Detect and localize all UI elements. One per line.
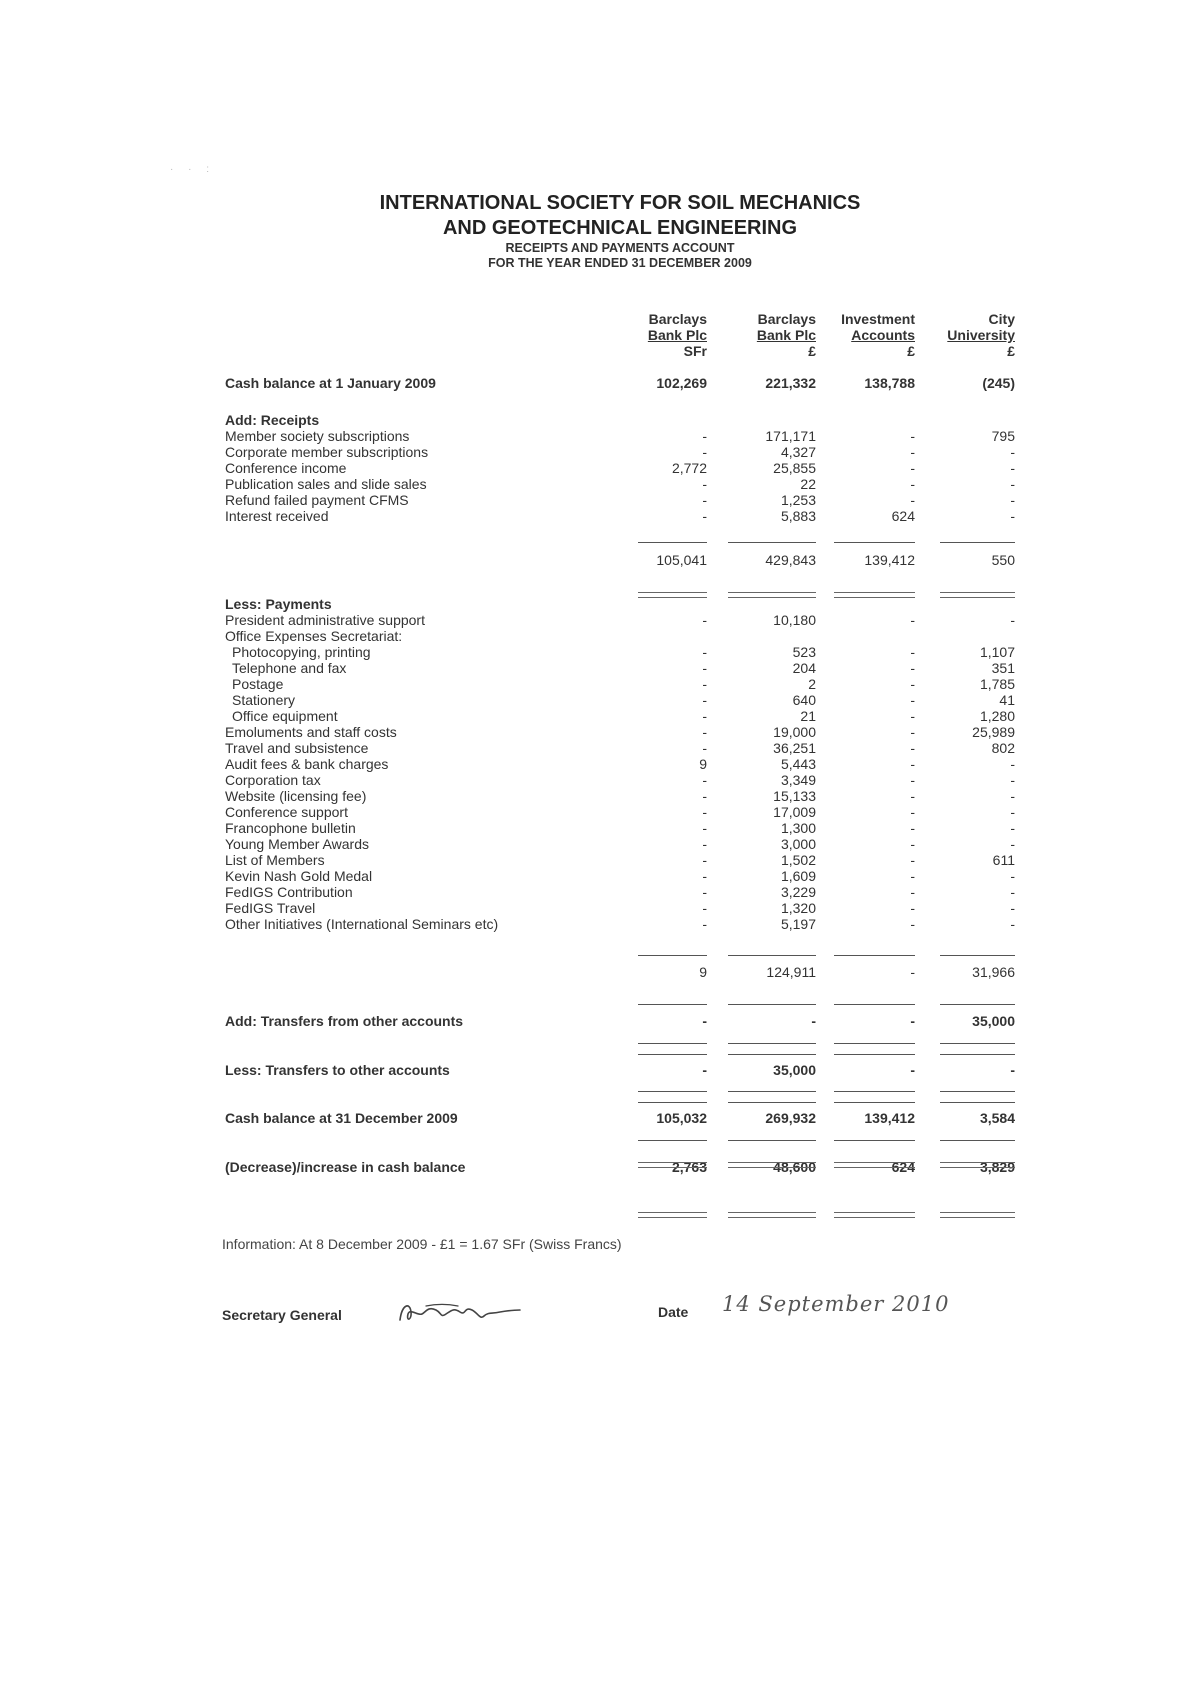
row-value-col3: - [910,1062,915,1078]
double-rule [834,592,915,598]
column-header-city-university: City University £ [947,311,1015,359]
row-label: Interest received [225,508,329,524]
double-rule [834,1212,915,1218]
row-value-col1: - [702,444,707,460]
total-rule [940,1043,1015,1044]
column-header-investment-accounts: Investment Accounts £ [841,311,915,359]
row-value-col2: 15,133 [773,788,816,804]
total-rule [638,955,707,956]
row-value-col3: - [910,644,915,660]
double-rule [728,1162,816,1168]
row-receipts-subtotal [0,552,1197,569]
row-value-col3: - [910,852,915,868]
double-rule [728,592,816,598]
total-rule [834,1102,915,1103]
row-payment [0,660,1197,677]
row-value-col2: 1,253 [780,492,816,508]
row-value-col4: (245) [982,375,1015,391]
row-value-col3: - [910,444,915,460]
row-value-col1: - [702,476,707,492]
page-subtitle-line1: RECEIPTS AND PAYMENTS ACCOUNT [505,241,735,255]
signature-image [396,1294,526,1330]
row-value-col1: 9 [699,964,707,980]
total-rule [940,955,1015,956]
total-rule [834,542,915,543]
row-payment [0,676,1197,693]
row-label: President administrative support [225,612,425,628]
row-value-col4: - [1010,1062,1015,1078]
total-rule [940,1004,1015,1005]
row-value-col2: 3,229 [780,884,816,900]
row-value-col4: 1,280 [979,708,1015,724]
row-value-col2: 21 [800,708,816,724]
row-label: Website (licensing fee) [225,788,367,804]
row-value-col4: - [1010,492,1015,508]
row-value-col1: 2,772 [671,460,707,476]
row-value-col2: 1,300 [780,820,816,836]
row-value-col4: 41 [999,692,1015,708]
row-value-col2: 25,855 [773,460,816,476]
double-rule [638,592,707,598]
row-value-col3: - [910,676,915,692]
row-value-col4: - [1010,444,1015,460]
row-label: Stationery [232,692,296,708]
row-payment [0,804,1197,821]
total-rule [834,1140,915,1141]
row-payment [0,724,1197,741]
row-payment [0,740,1197,757]
row-payment [0,900,1197,917]
row-label: Refund failed payment CFMS [225,492,409,508]
row-payment [0,644,1197,661]
row-value-col4: 31,966 [972,964,1015,980]
row-value-col3: - [910,820,915,836]
row-value-col3: - [910,492,915,508]
row-value-col2: 640 [792,692,816,708]
row-value-col2: 1,320 [780,900,816,916]
double-rule [940,1212,1015,1218]
row-value-col3: - [910,612,915,628]
row-value-col4: - [1010,836,1015,852]
row-label: Other Initiatives (International Seminars etc) [225,916,499,932]
row-value-col1: - [702,692,707,708]
row-value-col1: - [702,660,707,676]
row-value-col4: - [1010,900,1015,916]
row-receipt [0,444,1197,461]
row-value-col2: 17,009 [773,804,816,820]
row-label: Kevin Nash Gold Medal [225,868,373,884]
row-value-col1: - [702,612,707,628]
row-value-col1: 102,269 [656,375,707,391]
row-payment [0,692,1197,709]
total-rule [834,1004,915,1005]
row-value-col4: - [1010,508,1015,524]
total-rule [728,1091,816,1092]
row-transfers-out [0,1062,1197,1079]
row-value-col4: 351 [991,660,1015,676]
row-value-col3: - [910,772,915,788]
row-value-col1: - [702,492,707,508]
row-value-col3: - [910,1013,915,1029]
row-value-col1: - [702,740,707,756]
page-title-line1: INTERNATIONAL SOCIETY FOR SOIL MECHANICS [379,192,861,214]
total-rule [940,1102,1015,1103]
row-value-col4: - [1010,868,1015,884]
row-value-col1: - [702,1062,707,1078]
total-rule [728,1004,816,1005]
row-value-col3: - [910,660,915,676]
row-value-col2: 36,251 [773,740,816,756]
row-value-col2: 204 [792,660,816,676]
row-value-col2: 429,843 [765,552,816,568]
total-rule [940,1140,1015,1141]
row-value-col2: 3,000 [780,836,816,852]
row-value-col4: 25,989 [972,724,1015,740]
row-label: Cash balance at 1 January 2009 [225,375,436,391]
row-value-col4: - [1010,788,1015,804]
row-value-col4: - [1010,916,1015,932]
row-value-col2: 3,349 [780,772,816,788]
total-rule [940,542,1015,543]
double-rule [940,1162,1015,1168]
row-payment [0,836,1197,853]
row-value-col1: - [702,788,707,804]
row-label: (Decrease)/increase in cash balance [225,1159,466,1175]
double-rule [638,1212,707,1218]
row-receipt [0,492,1197,509]
row-value-col4: - [1010,756,1015,772]
row-value-col4: - [1010,804,1015,820]
row-label: Corporate member subscriptions [225,444,429,460]
row-value-col3: 624 [891,508,915,524]
row-payment [0,820,1197,837]
total-rule [940,1054,1015,1055]
double-rule [940,592,1015,598]
row-value-col3: - [910,868,915,884]
row-value-col1: 2,763 [671,1159,707,1175]
row-label: Cash balance at 31 December 2009 [225,1110,458,1126]
row-value-col3: - [910,756,915,772]
row-value-col1: - [702,708,707,724]
row-label: Less: Payments [225,596,332,612]
total-rule [638,1140,707,1141]
row-label: Travel and subsistence [225,740,369,756]
row-label: Photocopying, printing [232,644,371,660]
row-value-col3: - [910,708,915,724]
row-value-col3: - [910,884,915,900]
total-rule [728,1140,816,1141]
row-value-col2: 171,171 [765,428,816,444]
row-label: Add: Receipts [225,412,320,428]
row-value-col1: - [702,916,707,932]
row-value-col2: 22 [800,476,816,492]
row-label: Emoluments and staff costs [225,724,397,740]
row-value-col3: - [910,964,915,980]
total-rule [834,955,915,956]
row-value-col1: 105,032 [656,1110,707,1126]
total-rule [834,1054,915,1055]
row-value-col2: 19,000 [773,724,816,740]
page-subtitle-line2: FOR THE YEAR ENDED 31 DECEMBER 2009 [488,256,752,270]
row-receipt [0,508,1197,525]
row-label: Publication sales and slide sales [225,476,427,492]
row-value-col1: 9 [699,756,707,772]
row-value-col2: 124,911 [766,964,816,980]
row-value-col3: - [910,916,915,932]
row-value-col3: 139,412 [864,552,915,568]
row-label: FedIGS Travel [225,900,316,916]
row-value-col1: - [702,508,707,524]
row-value-col3: - [910,724,915,740]
row-value-col3: - [910,836,915,852]
row-label: Audit fees & bank charges [225,756,389,772]
row-value-col2: 5,883 [780,508,816,524]
row-payments-subtotal [0,964,1197,981]
total-rule [638,1102,707,1103]
row-value-col1: - [702,884,707,900]
exchange-rate-note: Information: At 8 December 2009 - £1 = 1.67 SFr (Swiss Francs) [222,1236,622,1252]
row-label: Office equipment [232,708,338,724]
row-value-col2: 48,600 [773,1159,816,1175]
row-payment [0,788,1197,805]
row-value-col1: - [702,900,707,916]
row-value-col3: 138,788 [864,375,915,391]
date-label: Date [658,1304,689,1320]
row-payment [0,916,1197,933]
total-rule [638,1054,707,1055]
total-rule [728,1043,816,1044]
total-rule [834,1091,915,1092]
row-value-col3: - [910,740,915,756]
row-receipt [0,428,1197,445]
row-value-col2: 5,197 [780,916,816,932]
row-value-col4: 1,785 [979,676,1015,692]
row-value-col2: 10,180 [773,612,816,628]
row-value-col3: - [910,788,915,804]
row-section-payments [0,596,1197,613]
row-label: Office Expenses Secretariat: [225,628,403,644]
row-label: Francophone bulletin [225,820,356,836]
row-transfers-in [0,1013,1197,1030]
total-rule [638,1091,707,1092]
row-label: FedIGS Contribution [225,884,353,900]
row-closing-balance [0,1110,1197,1127]
row-value-col2: 269,932 [765,1110,816,1126]
row-label: Less: Transfers to other accounts [225,1062,450,1078]
total-rule [834,1043,915,1044]
row-value-col4: - [1010,476,1015,492]
row-value-col1: - [702,868,707,884]
total-rule [728,542,816,543]
row-value-col1: - [702,852,707,868]
total-rule [728,1054,816,1055]
row-opening-balance [0,375,1197,392]
row-value-col4: 611 [992,852,1015,868]
row-value-col2: - [811,1013,816,1029]
total-rule [638,1004,707,1005]
row-value-col3: 139,412 [864,1110,915,1126]
row-payment [0,756,1197,773]
row-payment [0,884,1197,901]
row-value-col1: - [702,836,707,852]
double-rule [834,1162,915,1168]
row-value-col2: 221,332 [765,375,816,391]
row-value-col1: - [702,1013,707,1029]
row-value-col1: - [702,724,707,740]
double-rule [638,1162,707,1168]
row-value-col4: - [1010,772,1015,788]
row-value-col4: - [1010,612,1015,628]
row-value-col2: 1,502 [780,852,816,868]
row-payment [0,852,1197,869]
row-receipt [0,476,1197,493]
row-value-col4: 3,829 [979,1159,1015,1175]
row-value-col4: 1,107 [979,644,1015,660]
handwritten-date: 14 September 2010 [722,1292,950,1316]
row-value-col2: 523 [792,644,816,660]
row-value-col4: 3,584 [979,1110,1015,1126]
row-label: Member society subscriptions [225,428,410,444]
row-payment-group [0,628,1197,645]
row-value-col4: - [1010,884,1015,900]
row-value-col3: - [910,900,915,916]
row-value-col2: 2 [808,676,816,692]
column-header-barclays-sfr: Barclays Bank Plc SFr [647,311,707,359]
row-value-col1: - [702,676,707,692]
row-value-col1: - [702,820,707,836]
row-value-col4: 35,000 [972,1013,1015,1029]
row-label: Corporation tax [225,772,321,788]
row-value-col4: 550 [991,552,1015,568]
row-receipt [0,460,1197,477]
row-label: Telephone and fax [232,660,347,676]
row-value-col1: - [702,428,707,444]
row-value-col3: - [910,804,915,820]
row-label: Conference support [225,804,348,820]
row-label: Conference income [225,460,347,476]
row-value-col4: - [1010,820,1015,836]
row-value-col2: 5,443 [780,756,816,772]
total-rule [728,955,816,956]
column-header-barclays-gbp: Barclays Bank Plc £ [756,311,816,359]
total-rule [638,542,707,543]
row-value-col3: - [910,460,915,476]
row-label: Postage [232,676,284,692]
double-rule [728,1212,816,1218]
row-value-col1: - [702,644,707,660]
row-payment [0,868,1197,885]
scan-specks: · · : [170,164,215,175]
row-value-col3: 624 [891,1159,915,1175]
row-label: List of Members [225,852,325,868]
total-rule [638,1043,707,1044]
row-payment [0,772,1197,789]
row-value-col2: 1,609 [780,868,816,884]
row-value-col1: 105,041 [656,552,707,568]
row-section-receipts [0,412,1197,429]
row-value-col1: - [702,804,707,820]
row-value-col1: - [702,772,707,788]
row-label: Add: Transfers from other accounts [225,1013,464,1029]
row-value-col2: 35,000 [773,1062,816,1078]
row-payment [0,612,1197,629]
row-label: Young Member Awards [225,836,369,852]
secretary-general-label: Secretary General [222,1307,342,1323]
total-rule [940,1091,1015,1092]
row-value-col3: - [910,428,915,444]
row-value-col4: 802 [991,740,1015,756]
row-value-col2: 4,327 [780,444,816,460]
row-value-col3: - [910,692,915,708]
row-net-change [0,1159,1197,1176]
row-payment [0,708,1197,725]
row-value-col4: - [1010,460,1015,476]
total-rule [728,1102,816,1103]
row-value-col4: 795 [991,428,1015,444]
row-value-col3: - [910,476,915,492]
page-title-line2: AND GEOTECHNICAL ENGINEERING [442,217,798,239]
